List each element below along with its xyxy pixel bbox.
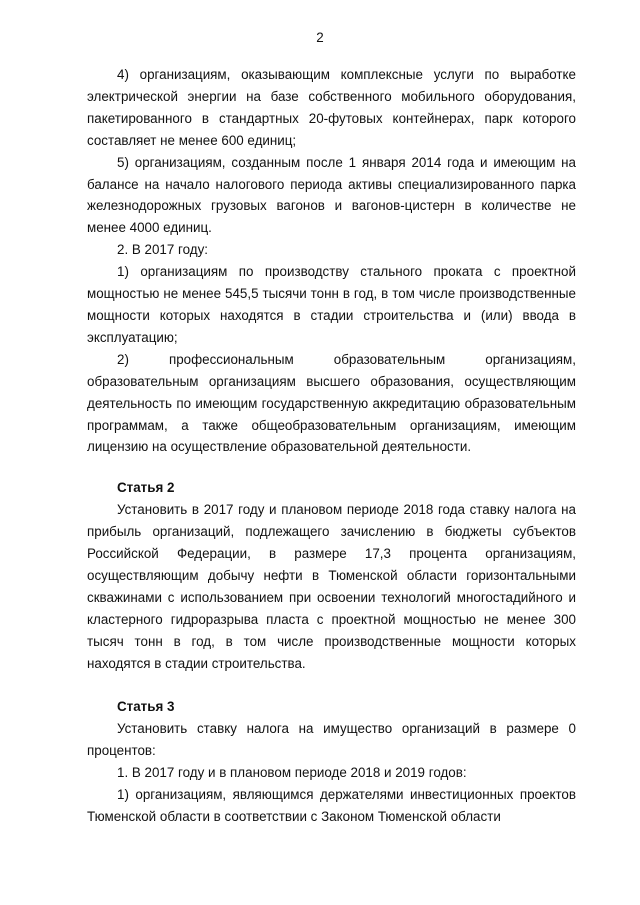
paragraph-steel-rolling: 1) организациям по производству стального проката с проектной мощностью не менее 545,5 тысячи тонн в год, в том числе производственные мощности которых находятся в стадии строительства и (или) ввода в эксплуатацию; (87, 264, 576, 345)
spacer (87, 674, 576, 696)
article-3-intro: Установить ставку налога на имущество организаций в размере 0 процентов: (87, 721, 576, 759)
document-body (87, 64, 576, 828)
paragraph-item-4: 4) организациям, оказывающим комплексные услуги по выработке электрической энергии на базе собственного мобильного оборудования, пакетированного в стандартных 20-футовых контейнерах, парк которого составляет не менее 600 единиц; (87, 67, 576, 148)
paragraph-item-5: 5) организациям, созданным после 1 января 2014 года и имеющим на балансе на начало налогового периода активы специализированного парка железнодорожных грузовых вагонов и вагонов-цистерн в количестве не менее 4000 единиц. (87, 154, 576, 236)
article-3-section-1: 1. В 2017 году и в плановом периоде 2018 и 2019 годов: (117, 765, 467, 781)
article-2-text: Установить в 2017 году и плановом периоде 2018 года ставку налога на прибыль организаций, подлежащего зачислению в бюджеты субъектов Российской Федерации, в размере 17,3 процента организациям, осуществляющим добычу нефти в Тюменской области горизонтальными скважинами с использованием при освоении технологий многостадийного и кластерного гидроразрыва пласта с проектной мощностью не менее 300 тысяч тонн в год, в том числе производственные мощности которых находятся в стадии строительства. (87, 502, 576, 671)
article-3-item-1: 1) организациям, являющимся держателями инвестиционных проектов Тюменской области в соответствии с Законом Тюменской области (87, 787, 576, 824)
article-3-heading: Статья 3 (117, 699, 175, 715)
paragraph-section-2-2017: 2. В 2017 году: (117, 242, 209, 258)
article-2-heading: Статья 2 (117, 480, 175, 496)
page-number: 2 (316, 30, 324, 45)
spacer (87, 458, 576, 477)
paragraph-education-orgs: 2) профессиональным образовательным организациям, образовательным организациям высшего образования, осуществляющим деятельность по имеющим государственную аккредитацию образовательным программам, а также общеобразовательным организациям, имеющим лицензию на осуществление образовательной деятельности. (87, 351, 576, 455)
